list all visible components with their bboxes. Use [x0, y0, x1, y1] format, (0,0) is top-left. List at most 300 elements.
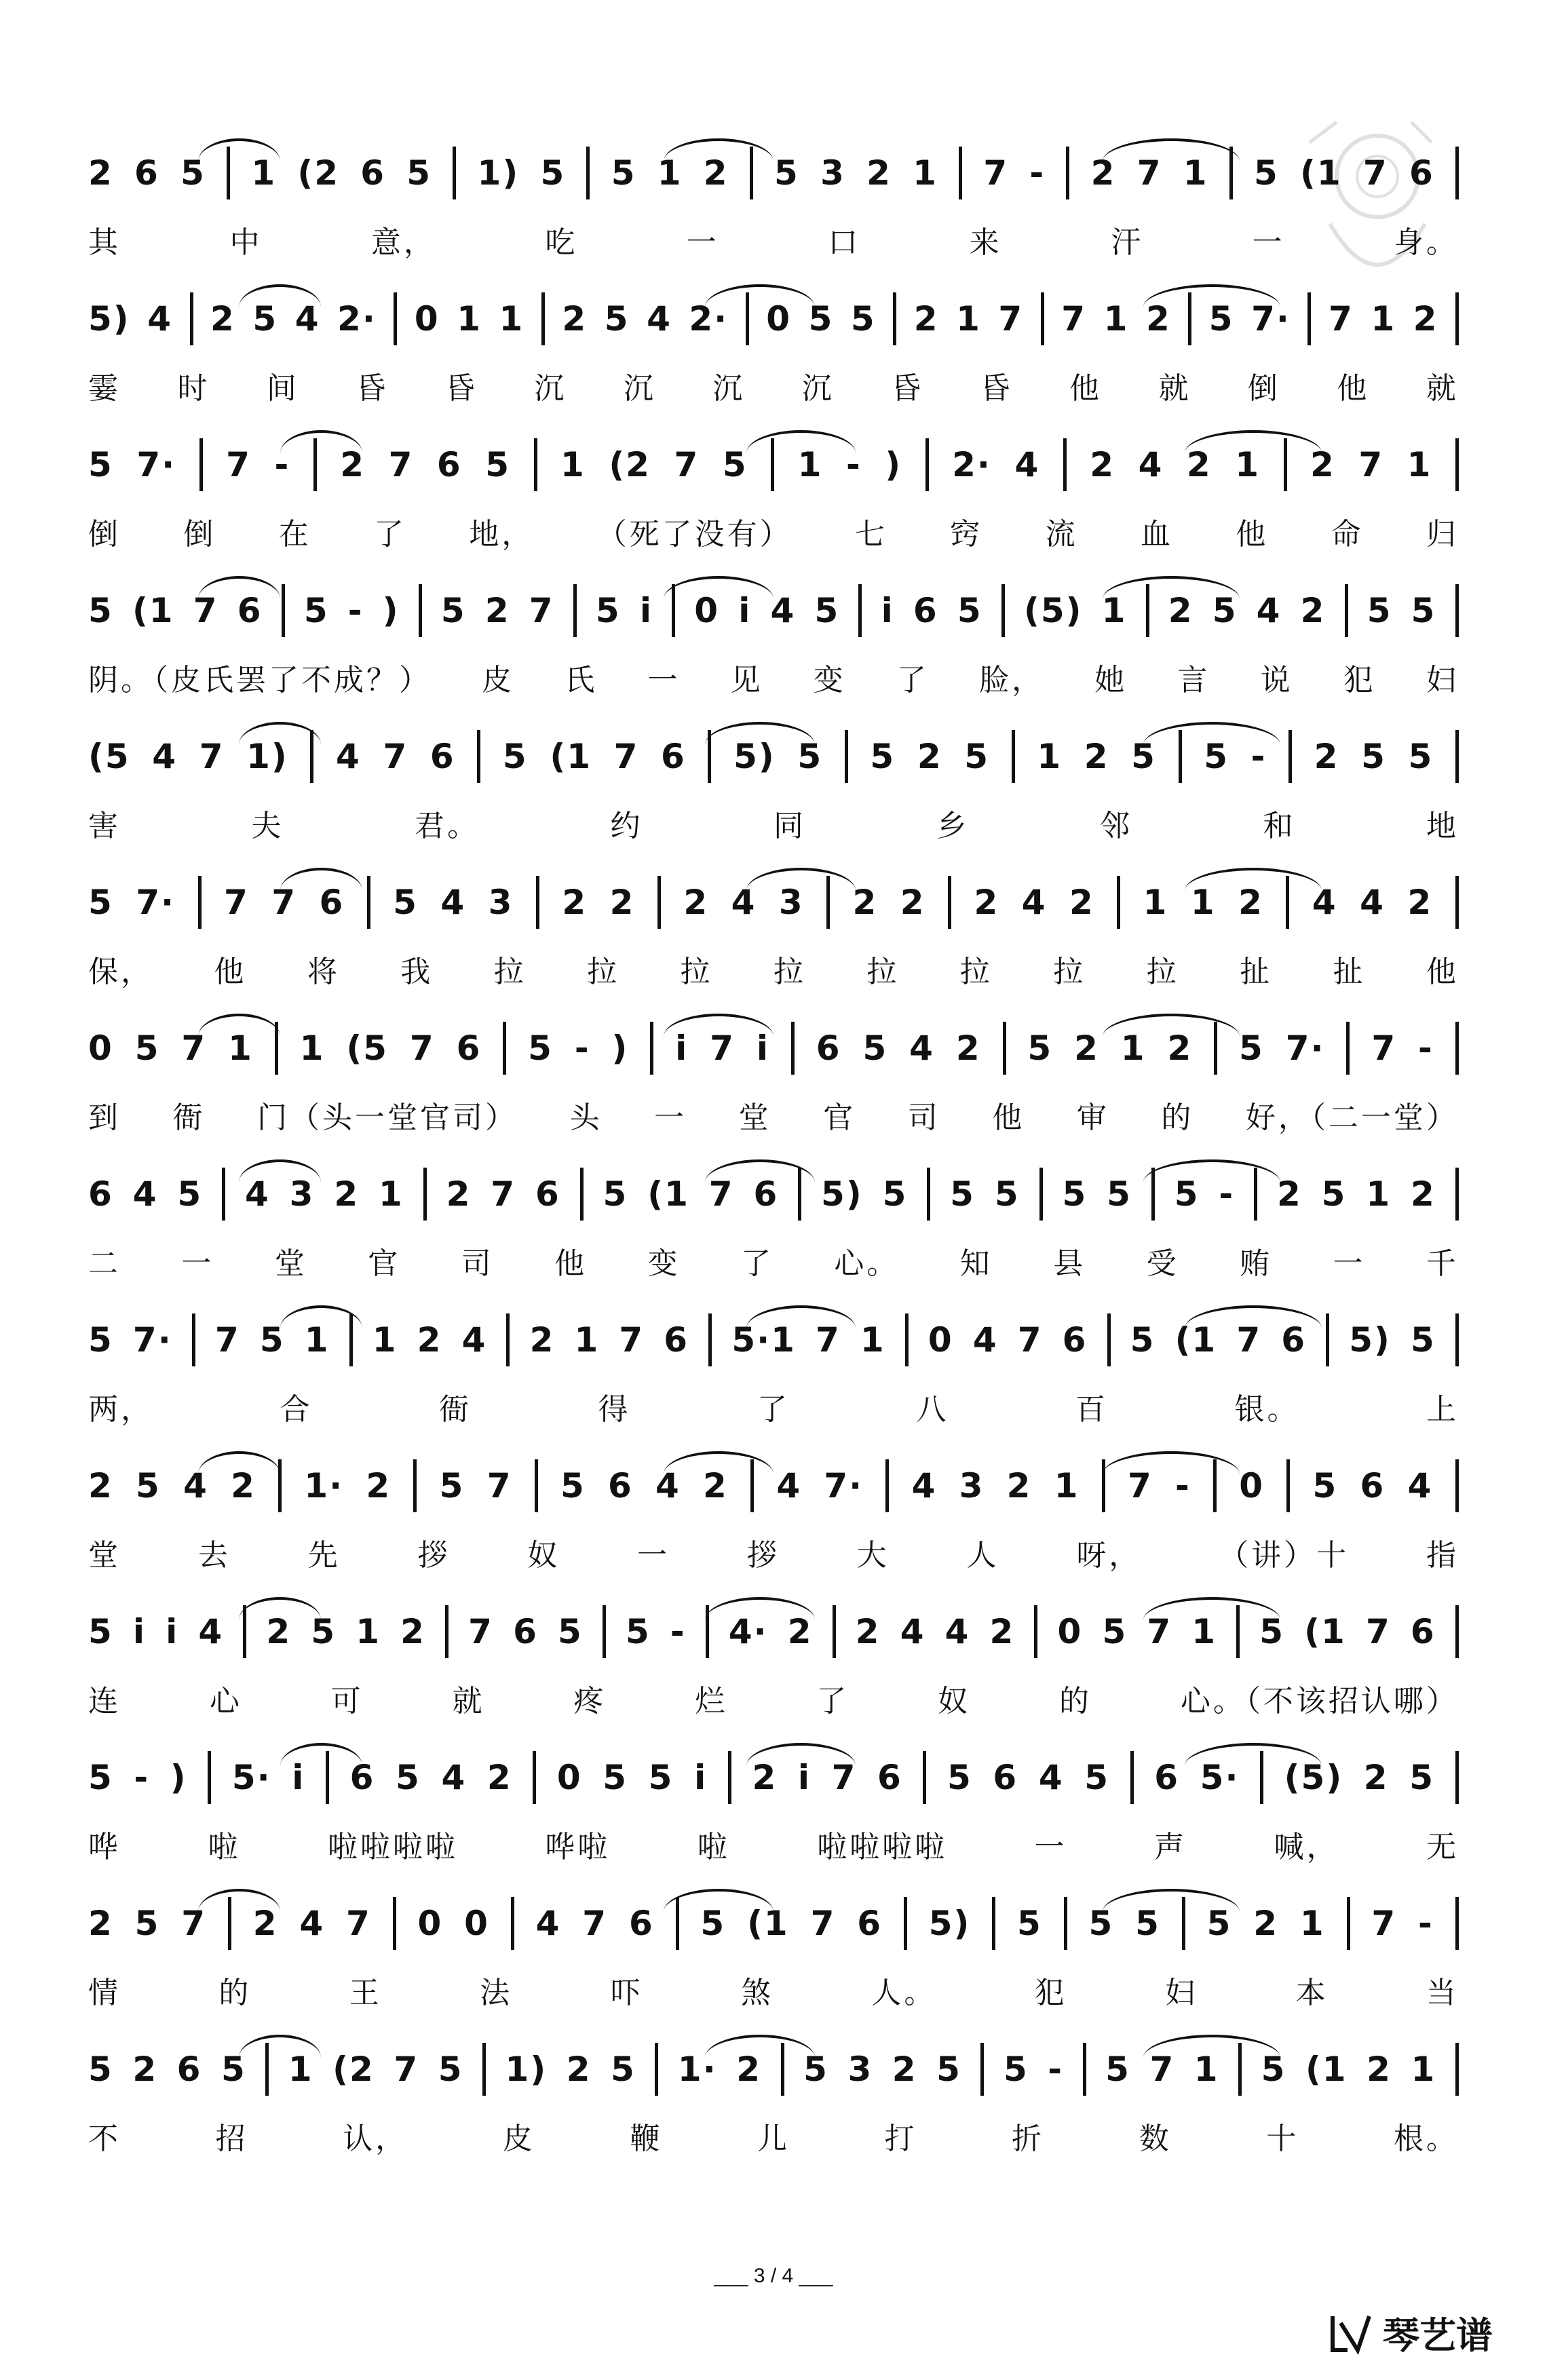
note: 6: [628, 1904, 654, 1943]
lyric-word: 血: [1140, 517, 1173, 552]
note: 2·: [952, 445, 991, 484]
lyric-word: 口: [828, 225, 861, 260]
lyric-word: 打: [884, 2122, 917, 2156]
note: 7: [1017, 1320, 1043, 1360]
note: 7: [1127, 1466, 1153, 1505]
note: 2: [566, 2050, 592, 2089]
brand-logo-icon: [1327, 2309, 1375, 2357]
lyric-word: 司: [461, 1246, 494, 1281]
bar-line: [1064, 1897, 1067, 1950]
lyric-word: 八: [916, 1392, 949, 1427]
bar-line: [1347, 1897, 1350, 1950]
lyric-word: 本: [1295, 1976, 1329, 2010]
note: 2: [1167, 1029, 1193, 1068]
note: -: [1219, 1174, 1235, 1214]
lyric-word: 情: [88, 1976, 121, 2010]
lyric-word: 拉: [1146, 955, 1179, 989]
note: 5: [88, 2050, 113, 2089]
note: 5: [557, 1612, 583, 1651]
note: 5: [303, 591, 329, 630]
lyric-word: 司: [907, 1100, 940, 1135]
bar-line: [885, 1459, 889, 1512]
lyric-word: 贿: [1240, 1246, 1273, 1281]
lyric-word: 的: [1161, 1100, 1194, 1135]
lyric-word: 乡: [936, 809, 970, 843]
lyric-word: 好，（二一堂）: [1245, 1100, 1459, 1135]
bar-line: [208, 1751, 211, 1804]
note: 7·: [824, 1466, 864, 1505]
note: 2: [1238, 883, 1263, 922]
note: 6: [607, 1466, 633, 1505]
lyric-word: 认，: [343, 2122, 408, 2156]
note: 5: [862, 1029, 888, 1068]
note: 5: [528, 1029, 553, 1068]
lyric-word: 同: [774, 809, 806, 843]
note: 6: [816, 1029, 841, 1068]
bar-line: [1455, 2043, 1459, 2096]
lyric-word: 无: [1426, 1830, 1459, 1864]
lyric-word: 倒: [1247, 371, 1280, 406]
note: 5): [88, 299, 130, 339]
note: 3: [289, 1174, 315, 1214]
note: 2: [1145, 299, 1171, 339]
note: 5: [722, 445, 748, 484]
lyric-word: 昏: [980, 371, 1013, 406]
note: i: [694, 1758, 708, 1797]
notation-line: [88, 1886, 1459, 1961]
lyric-word: 堂: [88, 1538, 121, 1573]
note: 5: [882, 1174, 908, 1214]
note: 4: [1014, 445, 1040, 484]
note: 5: [393, 883, 418, 922]
note: 2: [1300, 591, 1326, 630]
lyric-word: 百: [1075, 1392, 1108, 1427]
note: 4: [944, 1612, 970, 1651]
note: 5: [540, 153, 566, 193]
lyric-word: 拉: [587, 955, 620, 989]
note: 1): [505, 2050, 548, 2089]
note: 4: [1256, 591, 1282, 630]
note: 2: [1363, 1758, 1389, 1797]
lyric-word: 沉: [801, 371, 835, 406]
note: 5: [134, 1029, 160, 1068]
lyric-word: 他: [1426, 955, 1459, 989]
lyric-word: 就: [452, 1684, 485, 1719]
note: 7: [223, 883, 249, 922]
note: 1: [913, 153, 938, 193]
note: 1: [1037, 737, 1063, 776]
note: 2: [900, 883, 925, 922]
note: 7: [486, 1466, 512, 1505]
note: 2: [340, 445, 366, 484]
note: 5: [797, 737, 823, 776]
note: 7: [619, 1320, 645, 1360]
note: 1: [860, 1320, 885, 1360]
note: -: [1029, 153, 1046, 193]
note: (5: [88, 737, 130, 776]
bar-line: [1455, 147, 1459, 199]
note: 6: [1281, 1320, 1307, 1360]
note: 2: [1413, 299, 1438, 339]
note: 1: [1299, 1904, 1325, 1943]
note: 1: [1371, 299, 1396, 339]
lyric-line: [88, 1820, 1459, 1868]
note: ): [885, 445, 902, 484]
bar-line: [923, 1751, 926, 1804]
note: 7·: [136, 883, 176, 922]
note: 5: [252, 299, 278, 339]
note: 1: [1235, 445, 1260, 484]
lyric-word: 啦啦啦啦: [817, 1830, 948, 1864]
note: 6: [319, 883, 345, 922]
note: ): [382, 591, 400, 630]
note: 1): [246, 737, 288, 776]
note: 5: [406, 153, 432, 193]
lyric-word: 的: [218, 1976, 252, 2010]
note: 3: [959, 1466, 985, 1505]
note: (5): [1284, 1758, 1343, 1797]
note: 5): [733, 737, 776, 776]
lyric-word: 君。: [415, 809, 480, 843]
lyric-word: 皮: [502, 2122, 535, 2156]
lyric-word: 拉: [866, 955, 900, 989]
bar-line: [413, 1459, 417, 1512]
bar-line: [1307, 292, 1311, 345]
bar-line: [948, 876, 951, 929]
note: 4·: [728, 1612, 768, 1651]
bar-line: [536, 876, 539, 929]
brand-name: 琴艺谱: [1383, 2314, 1493, 2357]
note: 5: [1408, 737, 1434, 776]
lyric-word: 县: [1053, 1246, 1086, 1281]
note: 7: [271, 883, 297, 922]
note: -: [1418, 1029, 1434, 1068]
note: 2: [252, 1904, 278, 1943]
lyric-word: 心。（不该招认哪）: [1180, 1684, 1459, 1719]
note: 4: [183, 1466, 208, 1505]
lyric-word: 汗: [1111, 225, 1144, 260]
bar-line: [511, 1897, 514, 1950]
page-number: ___ 3 / 4 ___: [714, 2265, 833, 2287]
note: 5: [88, 1612, 113, 1651]
lyric-word: 呀，: [1076, 1538, 1142, 1573]
bar-line: [533, 1751, 536, 1804]
note: 6: [456, 1029, 482, 1068]
note: 5: [1017, 1904, 1042, 1943]
bar-line: [1455, 1605, 1459, 1658]
lyric-word: 一: [637, 1538, 670, 1573]
bar-line: [1001, 584, 1005, 637]
score-system: [88, 719, 1459, 855]
score-system: [88, 865, 1459, 1001]
lyric-word: 烂: [695, 1684, 728, 1719]
note: 2: [1411, 1174, 1436, 1214]
note: 2: [210, 299, 235, 339]
lyric-word: 言: [1177, 663, 1210, 697]
score-system: [88, 1157, 1459, 1292]
lyric-word: 到: [88, 1100, 121, 1135]
note: 5: [1204, 737, 1229, 776]
note: 2·: [689, 299, 729, 339]
lyric-word: 门（头一堂官司）: [257, 1100, 518, 1135]
lyric-word: 知: [959, 1246, 993, 1281]
note: 4: [147, 299, 172, 339]
note: 2: [892, 2050, 917, 2089]
lyric-word: 吓: [610, 1976, 643, 2010]
note: 4: [1312, 883, 1337, 922]
bar-line: [1117, 876, 1120, 929]
note: 6: [664, 1320, 689, 1360]
note: 5: [1062, 1174, 1088, 1214]
lyric-word: 哗: [88, 1830, 121, 1864]
lyric-line: [88, 507, 1459, 555]
note: 5: [1261, 2050, 1286, 2089]
note: 5: [1312, 1466, 1338, 1505]
lyric-word: 了: [816, 1684, 849, 1719]
lyric-word: 拉: [493, 955, 527, 989]
note: 1: [372, 1320, 398, 1360]
note: -: [670, 1612, 686, 1651]
lyric-word: 妇: [1165, 1976, 1198, 2010]
note: 1: [1183, 153, 1208, 193]
note: 5): [1349, 1320, 1391, 1360]
note: 6: [429, 737, 455, 776]
note: 5: [1411, 591, 1436, 630]
lyric-word: 身。: [1393, 225, 1459, 260]
bar-line: [393, 1897, 396, 1950]
notation-line: [88, 573, 1459, 648]
lyric-word: 约: [610, 809, 643, 843]
note: 2: [88, 153, 113, 193]
note: 7: [674, 445, 700, 484]
note: 1: [228, 1029, 253, 1068]
note: -: [1250, 737, 1267, 776]
note: 6: [1409, 153, 1434, 193]
note: 2: [562, 299, 588, 339]
score-system: [88, 1011, 1459, 1147]
note: 1: [956, 299, 981, 339]
note: 7: [199, 737, 225, 776]
note: 2: [1186, 445, 1212, 484]
note: 2: [752, 1758, 778, 1797]
note: 4: [535, 1904, 561, 1943]
note: -: [1175, 1466, 1191, 1505]
note: 5: [177, 1174, 203, 1214]
bar-line: [655, 2043, 658, 2096]
note: 2: [1090, 445, 1115, 484]
lyric-word: 窍: [950, 517, 983, 552]
note: 1: [457, 299, 482, 339]
lyric-word: 官: [368, 1246, 401, 1281]
bar-line: [199, 438, 203, 491]
note: 5: [936, 2050, 961, 2089]
note: 7·: [1251, 299, 1291, 339]
note: 5: [611, 153, 636, 193]
bar-line: [419, 584, 422, 637]
lyric-word: 他: [992, 1100, 1025, 1135]
note: 7: [1371, 1904, 1397, 1943]
score-system: [88, 282, 1459, 417]
lyric-word: 中: [229, 225, 263, 260]
note: ): [170, 1758, 187, 1797]
note: 4: [776, 1466, 802, 1505]
note: 6: [857, 1904, 882, 1943]
lyric-word: 妇: [1426, 663, 1459, 697]
note: -: [845, 445, 862, 484]
bar-line: [586, 147, 590, 199]
lyric-word: 啦: [208, 1830, 241, 1864]
note: 3: [820, 153, 845, 193]
lyric-word: 脸，: [979, 663, 1045, 697]
note: 2: [88, 1466, 113, 1505]
note: 2: [787, 1612, 813, 1651]
note: 4: [655, 1466, 681, 1505]
note: 2: [1084, 737, 1109, 776]
note: 5·1: [731, 1320, 796, 1360]
note: (1: [1304, 1612, 1346, 1651]
note: 6: [993, 1758, 1018, 1797]
note: 6: [535, 1174, 560, 1214]
lyric-word: 疼: [573, 1684, 607, 1719]
lyric-word: 二: [88, 1246, 121, 1281]
bar-line: [278, 1459, 282, 1512]
lyric-word: 两，: [88, 1392, 153, 1427]
note: 7: [613, 737, 639, 776]
lyric-word: 一: [1333, 1246, 1366, 1281]
note: 6: [1062, 1320, 1088, 1360]
lyric-line: [88, 1966, 1459, 2014]
lyric-word: 将: [307, 955, 340, 989]
lyric-word: 拉: [680, 955, 713, 989]
note: 4: [1407, 1466, 1433, 1505]
lyric-word: （讲）十: [1219, 1538, 1350, 1573]
note: 6: [661, 737, 686, 776]
lyric-word: 人。: [871, 1976, 937, 2010]
lyric-word: 犯: [1343, 663, 1376, 697]
lyric-word: 十: [1266, 2122, 1299, 2156]
note: (1: [1174, 1320, 1217, 1360]
note: i: [797, 1758, 811, 1797]
note: 5: [1135, 1904, 1160, 1943]
bar-line: [791, 1022, 795, 1075]
bar-line: [833, 1605, 836, 1658]
lyric-word: 一: [686, 225, 719, 260]
note: 4: [909, 1029, 934, 1068]
note: 4: [198, 1612, 224, 1651]
note: 2: [1074, 1029, 1099, 1068]
lyric-line: [88, 2112, 1459, 2160]
note: 6: [134, 153, 159, 193]
note: 5: [774, 153, 799, 193]
note: 5: [1409, 1758, 1434, 1797]
note: 4: [1360, 883, 1385, 922]
note: 2: [955, 1029, 981, 1068]
note: 7: [1236, 1320, 1262, 1360]
lyric-word: 喊，: [1274, 1830, 1339, 1864]
lyric-word: 数: [1139, 2122, 1172, 2156]
bar-line: [1326, 1313, 1329, 1366]
bar-line: [1107, 1313, 1111, 1366]
lyric-line: [88, 799, 1459, 847]
lyric-word: 我: [400, 955, 434, 989]
note: 2: [609, 883, 635, 922]
note: 5: [136, 1466, 161, 1505]
note: 7: [1358, 445, 1384, 484]
note: 4: [647, 299, 672, 339]
lyric-word: 当: [1426, 1976, 1459, 2010]
lyric-word: 见: [730, 663, 763, 697]
score-system: [88, 1740, 1459, 1876]
lyric-word: 可: [330, 1684, 364, 1719]
note: 4: [152, 737, 178, 776]
lyric-word: 和: [1263, 809, 1296, 843]
lyric-word: 他: [214, 955, 247, 989]
note: 5: [957, 591, 982, 630]
lyric-word: 官: [823, 1100, 856, 1135]
note: (1: [1300, 153, 1342, 193]
bar-line: [282, 584, 285, 637]
note: 7: [468, 1612, 493, 1651]
lyric-word: 的: [1059, 1684, 1092, 1719]
bar-line: [1345, 584, 1348, 637]
lyric-word: 一: [654, 1100, 687, 1135]
lyric-word: 堂: [274, 1246, 307, 1281]
note: 4: [244, 1174, 270, 1214]
lyric-line: [88, 216, 1459, 263]
note: 5: [814, 591, 840, 630]
note: 2: [1168, 591, 1193, 630]
bar-line: [534, 438, 537, 491]
bar-line: [190, 292, 193, 345]
note: 1: [356, 1612, 381, 1651]
bar-line: [394, 292, 397, 345]
lyric-word: 银。: [1234, 1392, 1300, 1427]
note: 1: [560, 445, 586, 484]
bar-line: [1012, 730, 1015, 783]
lyric-word: 拉: [1053, 955, 1086, 989]
note: 5: [648, 1758, 674, 1797]
note: 1: [288, 2050, 313, 2089]
lyric-word: 上: [1426, 1392, 1459, 1427]
note: 0: [414, 299, 440, 339]
bar-line: [222, 1168, 225, 1221]
note: 2: [974, 883, 999, 922]
note: 2: [334, 1174, 360, 1214]
note: 1: [304, 1320, 330, 1360]
note: 5: [1003, 2050, 1029, 2089]
note: 2: [1367, 2050, 1392, 2089]
note: 2: [866, 153, 892, 193]
lyric-word: 归: [1426, 517, 1459, 552]
lyric-word: 在: [278, 517, 311, 552]
note: 0: [464, 1904, 489, 1943]
lyric-word: （死了没有）: [596, 517, 792, 552]
bar-line: [925, 438, 929, 491]
note: 5: [88, 1758, 113, 1797]
lyric-word: 沉: [623, 371, 656, 406]
note: 7: [1137, 153, 1162, 193]
note: 6: [436, 445, 462, 484]
note: 6: [877, 1758, 902, 1797]
bar-line: [482, 2043, 486, 2096]
note: 7: [710, 1029, 735, 1068]
lyric-word: 其: [88, 225, 121, 260]
note: 5: [259, 1320, 285, 1360]
note: 7: [388, 445, 414, 484]
note: ): [611, 1029, 629, 1068]
lyric-word: 倒: [183, 517, 216, 552]
note: 4: [294, 299, 320, 339]
